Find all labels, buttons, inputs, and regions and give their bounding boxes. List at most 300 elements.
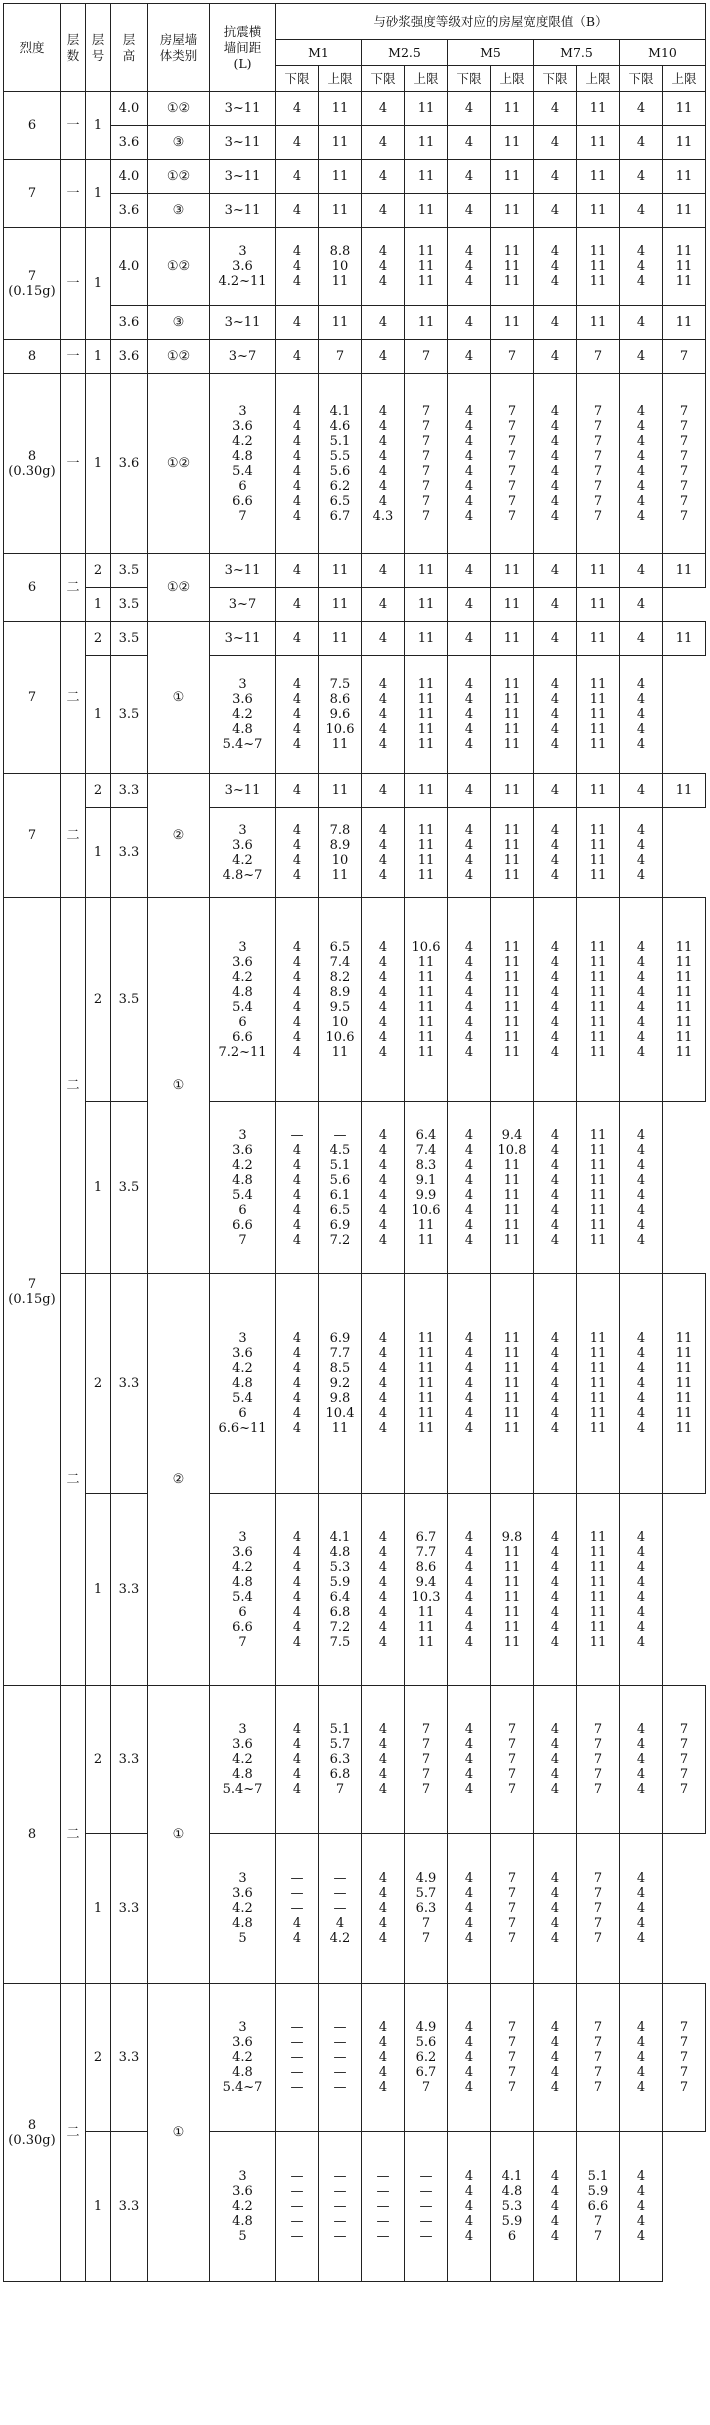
table-cell: 5.1 5.7 6.3 6.8 7 (319, 1686, 362, 1834)
table-cell: 4 (362, 554, 405, 588)
table-row (4, 1102, 706, 1274)
table-cell: 4 (620, 340, 663, 374)
table-cell: 3 3.6 4.2 4.8 5.4~7 (210, 1984, 276, 2132)
table-cell: 4 (276, 160, 319, 194)
table-cell: 7 7 7 7 7 (663, 1984, 706, 2132)
table-cell: 7 7 7 7 7 7 7 7 (405, 374, 448, 554)
table-cell: 11 (491, 622, 534, 656)
table-row (4, 1274, 706, 1494)
table-cell: 4 4 4 (620, 228, 663, 306)
table-cell: 4.1 4.8 5.3 5.9 6 (491, 2132, 534, 2282)
table-cell: 11 11 11 11 11 11 11 11 (577, 898, 620, 1102)
table-cell: 11 11 11 (491, 228, 534, 306)
table-cell: ①② (148, 340, 210, 374)
table-cell: 4 4 4 4 4 4 4 4 (448, 374, 491, 554)
table-cell: 3.5 (111, 622, 148, 656)
table-cell: — — — 4 4 (276, 1834, 319, 1984)
table-cell: 7 (577, 340, 620, 374)
table-cell: 4 4 4 4 (362, 808, 405, 898)
table-cell: 4 (448, 554, 491, 588)
table-row (4, 808, 706, 898)
table-cell: 11 11 11 11 11 (491, 656, 534, 774)
table-cell: 1 (86, 374, 111, 554)
table-cell: ③ (148, 306, 210, 340)
table-cell: 4.1 4.8 5.3 5.9 6.4 6.8 7.2 7.5 (319, 1494, 362, 1686)
table-cell: 11 11 11 (663, 228, 706, 306)
table-cell: 4 4 4 4 4 4 4 4 (448, 1102, 491, 1274)
table-cell: 2 (86, 554, 111, 588)
table-cell: 4 (276, 622, 319, 656)
table-cell: 11 (663, 554, 706, 588)
table-cell: — 4 4 4 4 4 4 4 (276, 1102, 319, 1274)
header-row-1 (4, 4, 706, 40)
table-cell: 11 11 11 11 11 11 11 11 (491, 898, 534, 1102)
table-cell: 4 (534, 774, 577, 808)
table-cell: 3.6 (111, 340, 148, 374)
table-cell: 3.3 (111, 808, 148, 898)
table-cell: 4 (276, 774, 319, 808)
grade-m5-header: M5 (448, 40, 534, 66)
table-cell: 7 7 7 7 7 (491, 1984, 534, 2132)
table-cell: 3 3.6 4.2 4.8 5 (210, 2132, 276, 2282)
table-cell: 4 4 4 4 (620, 808, 663, 898)
table-cell: 4 4 4 4 4 4 4 (534, 1274, 577, 1494)
table-cell: 8 (0.30g) (4, 1984, 61, 2282)
table-cell: 2 (86, 1984, 111, 2132)
table-cell: 3~11 (210, 126, 276, 160)
table-cell: 11 (491, 126, 534, 160)
table-cell: 7 7 7 7 7 (491, 1686, 534, 1834)
table-cell: 1 (86, 1494, 111, 1686)
table-cell: 4 (276, 340, 319, 374)
table-cell: 7 (405, 340, 448, 374)
table-row (4, 656, 706, 774)
table-cell: 4 4 4 4 4 4 4 4 (534, 1102, 577, 1274)
table-cell: 6.7 7.7 8.6 9.4 10.3 11 11 11 (405, 1494, 448, 1686)
table-cell: 11 (405, 160, 448, 194)
table-cell: 11 11 11 (405, 228, 448, 306)
table-cell: ① (148, 1686, 210, 1984)
table-cell: 11 (491, 194, 534, 228)
table-cell: 3 3.6 4.2~11 (210, 228, 276, 306)
table-cell: 4 (620, 622, 663, 656)
table-cell: 7 7 7 7 7 7 7 7 (577, 374, 620, 554)
table-cell: 4 4 4 4 4 (534, 1686, 577, 1834)
table-cell: 4 (362, 340, 405, 374)
table-cell: 7 (0.15g) (4, 228, 61, 340)
table-row (4, 2132, 706, 2282)
table-cell: 3.5 (111, 554, 148, 588)
table-cell: 3~7 (210, 340, 276, 374)
table-row (4, 228, 706, 306)
table-cell: — 4.5 5.1 5.6 6.1 6.5 6.9 7.2 (319, 1102, 362, 1274)
table-cell: — — — — — (362, 2132, 405, 2282)
table-cell: — — — — — (276, 2132, 319, 2282)
table-cell: 11 (577, 622, 620, 656)
table-cell: 4.9 5.6 6.2 6.7 7 (405, 1984, 448, 2132)
table-row (4, 588, 706, 622)
table-cell: 4 4 4 4 4 (620, 1686, 663, 1834)
table-cell: 一 (61, 92, 86, 160)
table-cell: 4 4 4 4 4 4 4 4 (362, 898, 405, 1102)
table-cell: 2 (86, 1686, 111, 1834)
table-cell: 4 (620, 160, 663, 194)
table-cell: ③ (148, 126, 210, 160)
table-cell: 4 (276, 126, 319, 160)
table-row (4, 554, 706, 588)
table-cell: 1 (86, 340, 111, 374)
table-cell: 11 11 11 11 (577, 808, 620, 898)
table-cell: 11 11 11 11 11 (405, 656, 448, 774)
table-cell: 3.5 (111, 656, 148, 774)
table-cell: 11 (577, 306, 620, 340)
table-cell: 3 3.6 4.2 4.8~7 (210, 808, 276, 898)
table-cell: 4 (362, 622, 405, 656)
table-cell: 7 (4, 160, 61, 228)
table-cell: 5.1 5.9 6.6 7 7 (577, 2132, 620, 2282)
table-cell: 4 (362, 194, 405, 228)
table-cell: 11 11 11 11 11 11 11 (577, 1274, 620, 1494)
table-cell: 10.6 11 11 11 11 11 11 11 (405, 898, 448, 1102)
upper-limit-header: 上限 (405, 66, 448, 92)
table-cell: — — — — — (319, 2132, 362, 2282)
table-cell: 3.3 (111, 1274, 148, 1494)
table-cell: 11 (577, 92, 620, 126)
table-cell: 7 7 7 7 7 (577, 1686, 620, 1834)
table-cell: 4.1 4.6 5.1 5.5 5.6 6.2 6.5 6.7 (319, 374, 362, 554)
table-cell: 4 (620, 194, 663, 228)
table-cell: 4 4 4 4 4 4 4 4 (276, 898, 319, 1102)
table-cell: 3 3.6 4.2 4.8 5.4~7 (210, 656, 276, 774)
table-cell: 7 7 7 7 7 (577, 1984, 620, 2132)
table-cell: ② (148, 774, 210, 898)
table-cell: 3~11 (210, 194, 276, 228)
table-cell: 4 4 4 4 4 (448, 2132, 491, 2282)
table-cell: 11 (491, 92, 534, 126)
table-cell: 1 (86, 92, 111, 160)
table-cell: 4 4 4 4 4 4 4 4 (276, 374, 319, 554)
table-cell: 4 4 4 4 4 (362, 656, 405, 774)
table-cell: 11 (577, 588, 620, 622)
table-cell: 11 (663, 160, 706, 194)
table-cell: ①② (148, 554, 210, 622)
table-cell: 4 (534, 554, 577, 588)
table-row (4, 898, 706, 1102)
table-cell: 11 (663, 194, 706, 228)
table-row (4, 92, 706, 126)
table-cell: 11 11 11 11 11 (577, 656, 620, 774)
table-cell: 1 (86, 160, 111, 228)
table-cell: 3 3.6 4.2 4.8 5 (210, 1834, 276, 1984)
table-cell: 3.3 (111, 774, 148, 808)
table-row (4, 340, 706, 374)
table-row (4, 774, 706, 808)
table-cell: 7 7 7 7 7 (405, 1686, 448, 1834)
table-cell: ①② (148, 92, 210, 126)
table-cell: 4 (362, 126, 405, 160)
table-cell: 4 4 4 4 (534, 808, 577, 898)
table-cell: 11 (319, 160, 362, 194)
table-cell: 11 11 11 11 (491, 808, 534, 898)
table-cell: 4 (448, 588, 491, 622)
table-cell: 3.3 (111, 1494, 148, 1686)
table-cell: 4 4 4 4 4 (534, 1834, 577, 1984)
table-cell: 二 (61, 622, 86, 774)
upper-limit-header: 上限 (491, 66, 534, 92)
table-cell: 7 7 7 7 7 (577, 1834, 620, 1984)
table-cell: 4 4 4 4 4 4 4 4 (448, 898, 491, 1102)
table-cell: 7 7 7 7 7 7 7 7 (491, 374, 534, 554)
table-cell: 11 (405, 588, 448, 622)
table-row (4, 1494, 706, 1686)
table-cell: 4 4 4 4 (448, 808, 491, 898)
table-cell: 3~11 (210, 622, 276, 656)
table-cell: 6.5 7.4 8.2 8.9 9.5 10 10.6 11 (319, 898, 362, 1102)
table-cell: 4 (448, 194, 491, 228)
table-cell: 4 4 4 4 4 4 4 (362, 1274, 405, 1494)
table-cell: 7 (663, 340, 706, 374)
table-cell: — — — — — (319, 1984, 362, 2132)
table-cell: 11 (319, 92, 362, 126)
table-cell: 11 (405, 194, 448, 228)
table-cell: 1 (86, 1102, 111, 1274)
seismic-width-limit-table (3, 3, 706, 2282)
table-cell: 4 4 4 4 4 4 4 4 (534, 1494, 577, 1686)
table-row (4, 1686, 706, 1834)
table-cell: 1 (86, 588, 111, 622)
table-cell: ①② (148, 228, 210, 306)
table-cell: 4 4 4 4 4 (362, 1686, 405, 1834)
table-cell: 4 (620, 774, 663, 808)
table-cell: 3 3.6 4.2 4.8 5.4 6 6.6 7 (210, 1494, 276, 1686)
table-cell: 3.6 (111, 126, 148, 160)
table-cell: 4 4 4 4 4 (620, 1834, 663, 1984)
table-cell: 4 4 4 4 4 (620, 2132, 663, 2282)
table-cell: 11 11 11 (577, 228, 620, 306)
table-cell: 一 (61, 160, 86, 228)
table-cell: 1 (86, 656, 111, 774)
table-cell: 3~11 (210, 160, 276, 194)
table-cell: 7 7 7 7 7 7 7 7 (663, 374, 706, 554)
table-cell: 4 (276, 306, 319, 340)
table-cell: 11 (319, 194, 362, 228)
table-cell: 4.0 (111, 228, 148, 306)
table-cell: 3.3 (111, 1686, 148, 1834)
table-cell: 7 (0.15g) (4, 898, 61, 1686)
table-cell: 二 (61, 1274, 86, 1686)
table-row (4, 1834, 706, 1984)
table-cell: 4 4 4 4 4 4 4 4.3 (362, 374, 405, 554)
table-cell: 一 (61, 228, 86, 340)
table-cell: 1 (86, 228, 111, 340)
table-cell: 3~11 (210, 774, 276, 808)
table-cell: 4 4 4 4 4 (534, 656, 577, 774)
table-cell: 4 (534, 588, 577, 622)
table-cell: 3~11 (210, 306, 276, 340)
table-cell: 11 (491, 774, 534, 808)
table-cell: ① (148, 1984, 210, 2282)
table-cell: — — — — — (405, 2132, 448, 2282)
table-cell: 11 (319, 588, 362, 622)
lower-limit-header: 下限 (362, 66, 405, 92)
table-cell: 11 (491, 306, 534, 340)
lower-limit-header: 下限 (448, 66, 491, 92)
table-cell: 4 4 4 4 4 (448, 1834, 491, 1984)
table-cell: 4 4 4 4 4 4 4 4 (276, 1494, 319, 1686)
table-cell: 11 (405, 126, 448, 160)
table-cell: 4 4 4 4 4 (276, 656, 319, 774)
table-cell: 7 (4, 622, 61, 774)
col-intensity-header: 烈度 (4, 4, 61, 92)
table-cell: 4 (620, 554, 663, 588)
table-cell: 4 (276, 194, 319, 228)
table-cell: 7 (4, 774, 61, 898)
table-cell: 4 4 4 4 4 (362, 1834, 405, 1984)
table-cell: 6 (4, 92, 61, 160)
table-cell: 11 (405, 554, 448, 588)
table-cell: 二 (61, 1686, 86, 1984)
upper-limit-header: 上限 (577, 66, 620, 92)
table-cell: 4 (276, 92, 319, 126)
grade-m10-header: M10 (620, 40, 706, 66)
lower-limit-header: 下限 (534, 66, 577, 92)
lower-limit-header: 下限 (620, 66, 663, 92)
table-cell: 4 4 4 4 4 (448, 1686, 491, 1834)
table-cell: 9.8 11 11 11 11 11 11 11 (491, 1494, 534, 1686)
table-cell: 11 (577, 160, 620, 194)
table-cell: 3.5 (111, 898, 148, 1102)
table-cell: 4 (620, 92, 663, 126)
table-cell: 6.4 7.4 8.3 9.1 9.9 10.6 11 11 (405, 1102, 448, 1274)
table-cell: 4 (362, 588, 405, 622)
table-cell: 6.9 7.7 8.5 9.2 9.8 10.4 11 (319, 1274, 362, 1494)
table-cell: 4 (362, 160, 405, 194)
table-cell: 4 (534, 92, 577, 126)
col-floor-header: 层 号 (86, 4, 111, 92)
table-cell: 7 7 7 7 7 (663, 1686, 706, 1834)
table-cell: 3 3.6 4.2 4.8 5.4 6 6.6 7.2~11 (210, 898, 276, 1102)
table-cell: 11 (491, 554, 534, 588)
table-cell: 4 (534, 622, 577, 656)
table-cell: 11 (405, 306, 448, 340)
table-cell: 11 (663, 306, 706, 340)
table-cell: 二 (61, 898, 86, 1274)
table-cell: 11 11 11 11 11 11 11 (491, 1274, 534, 1494)
table-cell: 3.3 (111, 2132, 148, 2282)
table-cell: 2 (86, 898, 111, 1102)
table-cell: 1 (86, 808, 111, 898)
table-cell: 8 (0.30g) (4, 374, 61, 554)
table-cell: 4 4 4 4 4 (534, 1984, 577, 2132)
table-cell: 11 (491, 588, 534, 622)
table-cell: 4 (448, 622, 491, 656)
table-cell: 4 (534, 306, 577, 340)
table-cell: 11 11 11 11 (405, 808, 448, 898)
table-cell: 11 (491, 160, 534, 194)
table-cell: 4 (448, 774, 491, 808)
table-cell: 4 4 4 4 4 4 4 4 (620, 898, 663, 1102)
table-cell: 4.9 5.7 6.3 7 7 (405, 1834, 448, 1984)
table-cell: 7.8 8.9 10 11 (319, 808, 362, 898)
table-cell: 11 (577, 774, 620, 808)
table-cell: 11 (577, 554, 620, 588)
table-cell: 3~11 (210, 92, 276, 126)
table-cell: 7.5 8.6 9.6 10.6 11 (319, 656, 362, 774)
table-cell: 2 (86, 622, 111, 656)
table-cell: ③ (148, 194, 210, 228)
table-cell: 4 4 4 4 4 (448, 656, 491, 774)
table-cell: 4 4 4 4 (276, 808, 319, 898)
table-cell: 4 (448, 340, 491, 374)
table-cell: 4 4 4 4 4 4 4 4 (534, 898, 577, 1102)
table-cell: 4 4 4 4 4 4 4 (276, 1274, 319, 1494)
table-cell: 3.5 (111, 588, 148, 622)
table-cell: 1 (86, 1834, 111, 1984)
table-cell: 4 (448, 160, 491, 194)
table-cell: 11 (663, 622, 706, 656)
table-cell: 11 11 11 11 11 11 11 11 (577, 1102, 620, 1274)
table-cell: 11 (663, 126, 706, 160)
table-cell: 4 (620, 126, 663, 160)
table-cell: 11 (577, 126, 620, 160)
table-cell: 4 (534, 126, 577, 160)
table-cell: 11 (577, 194, 620, 228)
table-cell: 11 (663, 774, 706, 808)
grade-m2-5-header: M2.5 (362, 40, 448, 66)
grade-m1-header: M1 (276, 40, 362, 66)
table-cell: 3 3.6 4.2 4.8 5.4~7 (210, 1686, 276, 1834)
table-cell: 3 3.6 4.2 4.8 5.4 6 6.6 7 (210, 374, 276, 554)
col-wall-spacing-header: 抗震横 墙间距 (L) (210, 4, 276, 92)
table-cell: 11 (405, 92, 448, 126)
table-cell: 8 (4, 1686, 61, 1984)
table-cell: 4 (534, 194, 577, 228)
table-cell: 11 (319, 126, 362, 160)
table-cell: 3 3.6 4.2 4.8 5.4 6 6.6 7 (210, 1102, 276, 1274)
table-cell: 8.8 10 11 (319, 228, 362, 306)
grade-m7-5-header: M7.5 (534, 40, 620, 66)
table-cell: 4 (534, 340, 577, 374)
table-cell: 4 (620, 306, 663, 340)
table-cell: 4 4 4 4 4 4 4 4 (362, 1494, 405, 1686)
table-cell: 4 (448, 92, 491, 126)
table-cell: 一 (61, 374, 86, 554)
table-cell: 4 (448, 126, 491, 160)
table-cell: 4 4 4 (276, 228, 319, 306)
table-cell: — — — 4 4.2 (319, 1834, 362, 1984)
table-cell: 1 (86, 2132, 111, 2282)
table-cell: 3~7 (210, 588, 276, 622)
table-cell: 3~11 (210, 554, 276, 588)
table-cell: 11 (405, 622, 448, 656)
table-cell: — — — — — (276, 1984, 319, 2132)
table-cell: 4 4 4 4 4 (276, 1686, 319, 1834)
table-cell: 4 4 4 4 4 (534, 2132, 577, 2282)
width-limit-group-header: 与砂浆强度等级对应的房屋宽度限值（B） (276, 4, 706, 40)
table-cell: 11 (319, 774, 362, 808)
table-cell: ② (148, 1274, 210, 1686)
table-cell: 11 (663, 92, 706, 126)
lower-limit-header: 下限 (276, 66, 319, 92)
upper-limit-header: 上限 (663, 66, 706, 92)
table-cell: 3.3 (111, 1984, 148, 2132)
table-cell: 4 (448, 306, 491, 340)
table-cell: 4.0 (111, 92, 148, 126)
table-cell: 4 4 4 4 4 (362, 1984, 405, 2132)
table-cell: 8 (4, 340, 61, 374)
table-cell: 11 (319, 306, 362, 340)
table-row (4, 622, 706, 656)
